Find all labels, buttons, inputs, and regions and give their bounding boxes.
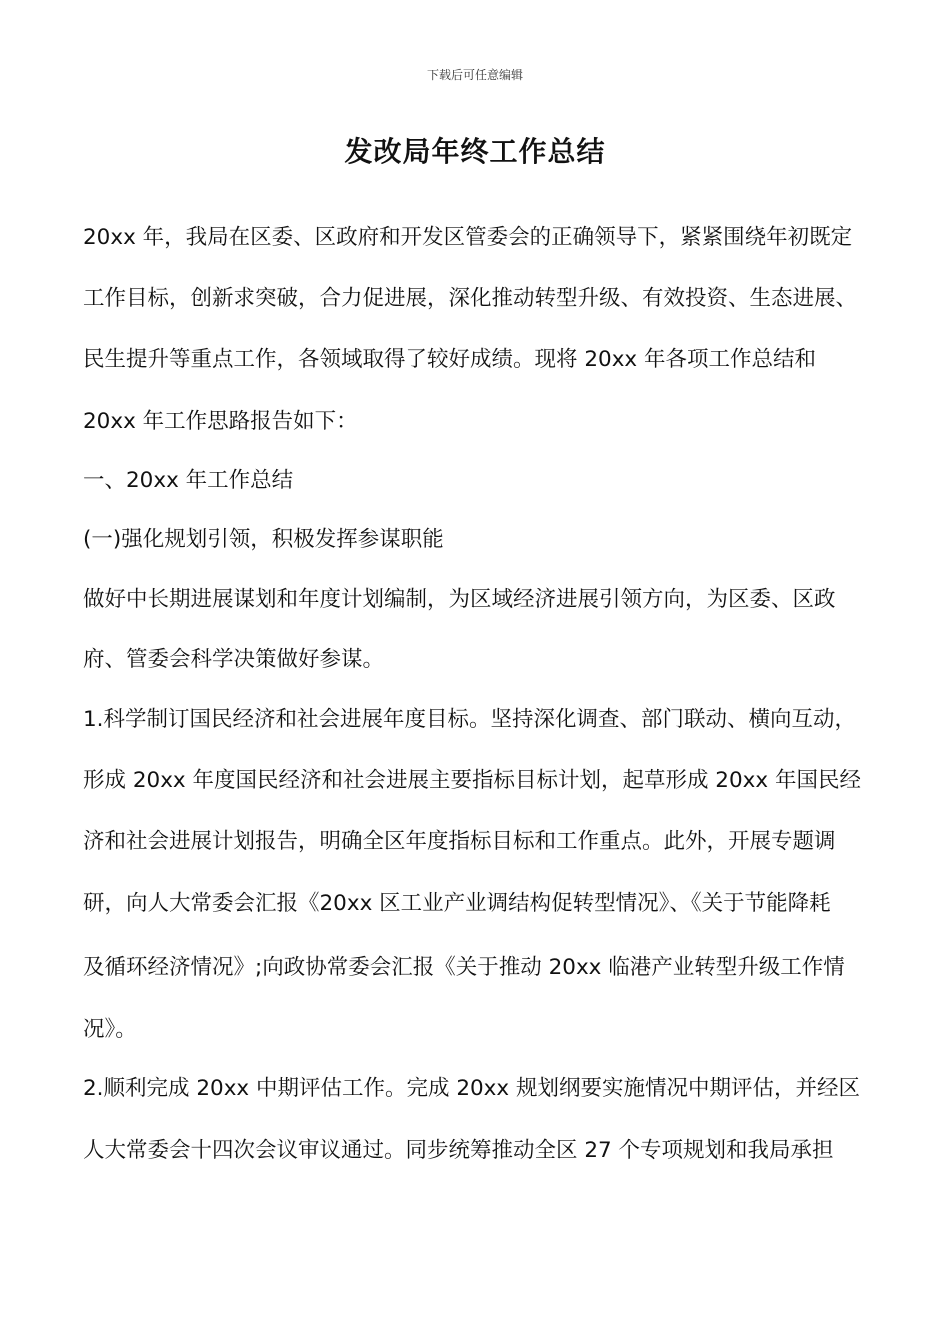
paragraph-line: 形成 20xx 年度国民经济和社会进展主要指标目标计划，起草形成 20xx 年国民经 (83, 768, 861, 793)
paragraph-line: 研，向人大常委会汇报《20xx 区工业产业调结构促转型情况》、《关于节能降耗 (83, 891, 831, 916)
paragraph-line: 做好中长期进展谋划和年度计划编制，为区域经济进展引领方向，为区委、区政 (83, 587, 836, 612)
header-note: 下载后可任意编辑 (426, 68, 523, 82)
paragraph-line: 20xx 年工作思路报告如下： (83, 409, 358, 434)
paragraph-line: 工作目标，创新求突破，合力促进展，深化推动转型升级、有效投资、生态进展、 (83, 286, 858, 311)
section-heading: 一、20xx 年工作总结 (83, 468, 294, 493)
subsection-heading: (一)强化规划引领，积极发挥参谋职能 (83, 527, 444, 552)
paragraph-line: 府、管委会科学决策做好参谋。 (83, 647, 385, 672)
document-title: 发改局年终工作总结 (344, 135, 606, 168)
paragraph-line: 1.科学制订国民经济和社会进展年度目标。坚持深化调查、部门联动、横向互动， (83, 707, 857, 732)
paragraph-line: 20xx 年，我局在区委、区政府和开发区管委会的正确领导下，紧紧围绕年初既定 (83, 225, 853, 250)
paragraph-line: 济和社会进展计划报告，明确全区年度指标目标和工作重点。此外，开展专题调 (83, 829, 836, 854)
paragraph-line: 民生提升等重点工作，各领域取得了较好成绩。现将 20xx 年各项工作总结和 (83, 347, 816, 372)
paragraph-line: 及循环经济情况》;向政协常委会汇报《关于推动 20xx 临港产业转型升级工作情 (83, 955, 845, 980)
paragraph-line: 人大常委会十四次会议审议通过。同步统筹推动全区 27 个专项规划和我局承担 (83, 1138, 834, 1163)
paragraph-line: 2.顺利完成 20xx 中期评估工作。完成 20xx 规划纲要实施情况中期评估，并经区 (83, 1076, 860, 1101)
paragraph-line: 况》。 (83, 1017, 137, 1042)
